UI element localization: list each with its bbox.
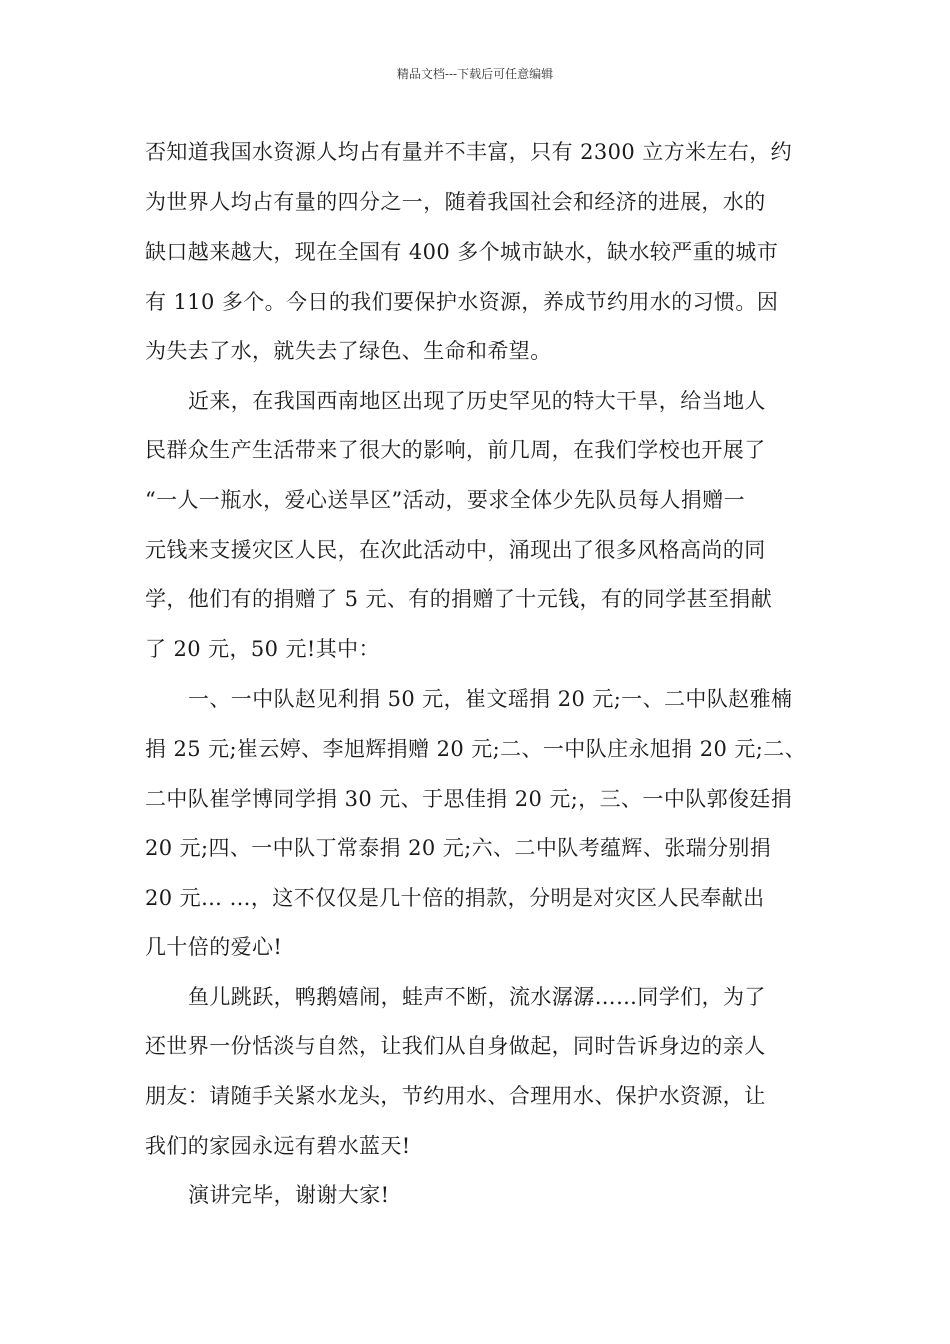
paragraph-first-line: 一、一中队赵见利捐 50 元，崔文瑶捐 20 元;一、二中队赵雅楠 <box>188 687 793 711</box>
body-line: 还世界一份恬淡与自然，让我们从自身做起，同时告诉身边的亲人 <box>145 1034 766 1058</box>
body-line: 元钱来支援灾区人民，在次此活动中，涌现出了很多风格高尚的同 <box>145 538 766 562</box>
paragraph-first-line: 近来，在我国西南地区出现了历史罕见的特大干旱，给当地人 <box>188 389 766 413</box>
body-line: 20 元;四、一中队丁常泰捐 20 元;六、二中队考蕴辉、张瑞分别捐 <box>145 836 772 860</box>
paragraph-first-line: 鱼儿跳跃，鸭鹅嬉闹，蛙声不断，流水潺潺……同学们，为了 <box>188 985 766 1009</box>
body-line: 缺口越来越大，现在全国有 400 多个城市缺水，缺水较严重的城市 <box>145 240 779 264</box>
body-line: 民群众生产生活带来了很大的影响，前几周，在我们学校也开展了 <box>145 438 766 462</box>
body-line: 20 元… …，这不仅仅是几十倍的捐款，分明是对灾区人民奉献出 <box>145 886 765 910</box>
body-line: 朋友：请随手关紧水龙头，节约用水、合理用水、保护水资源，让 <box>145 1084 766 1108</box>
body-line: 几十倍的爱心! <box>145 935 283 959</box>
body-line: “一人一瓶水，爱心送旱区”活动，要求全体少先队员每人捐赠一 <box>145 488 746 512</box>
body-line: 了 20 元，50 元!其中： <box>145 637 380 661</box>
closing-line: 演讲完毕，谢谢大家! <box>188 1183 390 1207</box>
body-line: 二中队崔学博同学捐 30 元、于思佳捐 20 元;，三、一中队郭俊廷捐 <box>145 787 793 811</box>
page-header: 精品文档---下载后可任意编辑 <box>396 67 554 81</box>
body-line: 为世界人均占有量的四分之一，随着我国社会和经济的进展，水的 <box>145 190 766 214</box>
body-line: 学，他们有的捐赠了 5 元、有的捐赠了十元钱，有的同学甚至捐献 <box>145 587 773 611</box>
body-line: 有 110 多个。今日的我们要保护水资源，养成节约用水的习惯。因 <box>145 290 779 314</box>
body-line: 我们的家园永远有碧水蓝天! <box>145 1134 411 1158</box>
body-line: 捐 25 元;崔云婷、李旭辉捐赠 20 元;二、一中队庄永旭捐 20 元;二、 <box>145 737 807 761</box>
body-line: 否知道我国水资源人均占有量并不丰富，只有 2300 立方米左右，约 <box>145 140 792 164</box>
body-line: 为失去了水，就失去了绿色、生命和希望。 <box>145 339 552 363</box>
